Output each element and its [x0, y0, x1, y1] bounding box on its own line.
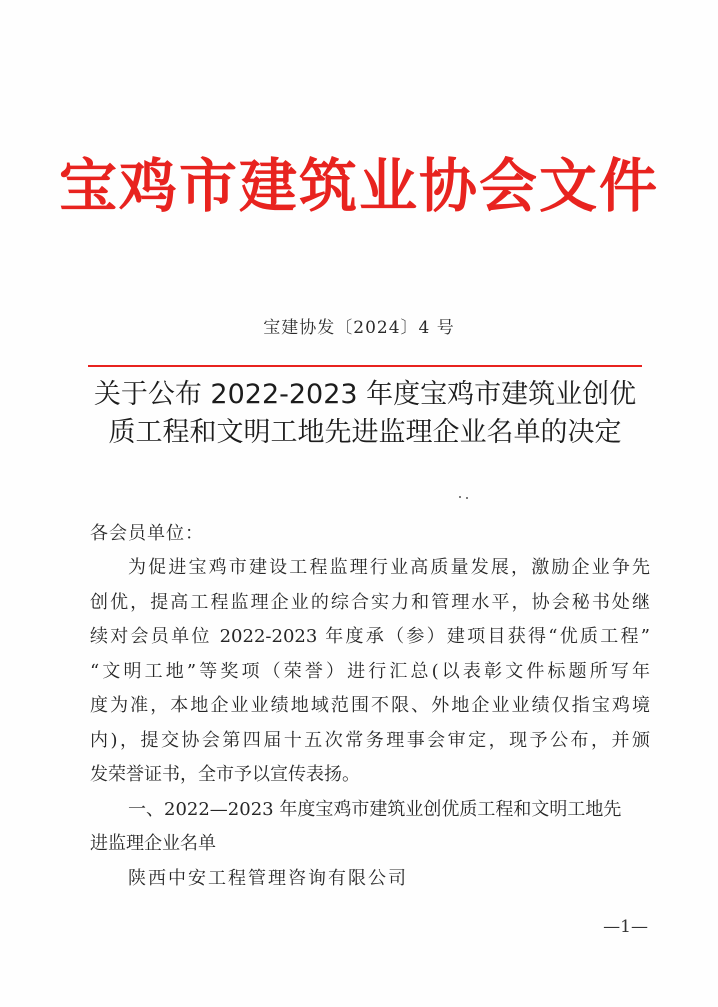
- document-title-line-1: 关于公布 2022-2023 年度宝鸡市建筑业创优: [93, 379, 637, 410]
- red-separator-rule: [88, 365, 642, 367]
- intro-paragraph: [90, 551, 650, 793]
- paragraph-line: 为促进宝鸡市建设工程监理行业高质量发展，激励企业争先: [128, 557, 650, 578]
- section-heading: [90, 793, 650, 862]
- document-title-line-2: 质工程和文明工地先进监理企业名单的决定: [108, 417, 622, 448]
- section-heading-line-2: 进监理企业名单: [90, 833, 216, 854]
- paragraph-line: 创优，提高工程监理企业的综合实力和管理水平，协会秘书处继: [90, 591, 650, 613]
- paragraph-line: 发荣誉证书，全市予以宣传表扬。: [90, 764, 360, 785]
- document-title: [70, 376, 660, 452]
- masthead-title: 宝鸡市建筑业协会文件: [58, 152, 659, 220]
- paragraph-line: “文明工地”等奖项（荣誉）进行汇总(以表彰文件标题所写年: [90, 660, 650, 682]
- document-number: 宝建协发〔2024〕4 号: [263, 318, 455, 338]
- salutation: 各会员单位：: [90, 523, 204, 544]
- paragraph-line: 内)，提交协会第四届十五次常务理事会审定，现予公布，并颁: [90, 729, 650, 751]
- company-list-item: 陕西中安工程管理咨询有限公司: [128, 867, 408, 889]
- section-heading-line-1: 一、2022—2023 年度宝鸡市建筑业创优质工程和文明工地先: [128, 798, 622, 820]
- paragraph-line: 度为准，本地企业业绩地域范围不限、外地企业业绩仅指宝鸡境: [90, 695, 650, 716]
- scan-speck: [459, 496, 461, 498]
- paragraph-line: 续对会员单位 2022-2023 年度承（参）建项目获得“优质工程”: [90, 626, 650, 647]
- document-body: [90, 517, 650, 896]
- page-number: —1—: [603, 917, 648, 937]
- scan-speck: [466, 497, 468, 499]
